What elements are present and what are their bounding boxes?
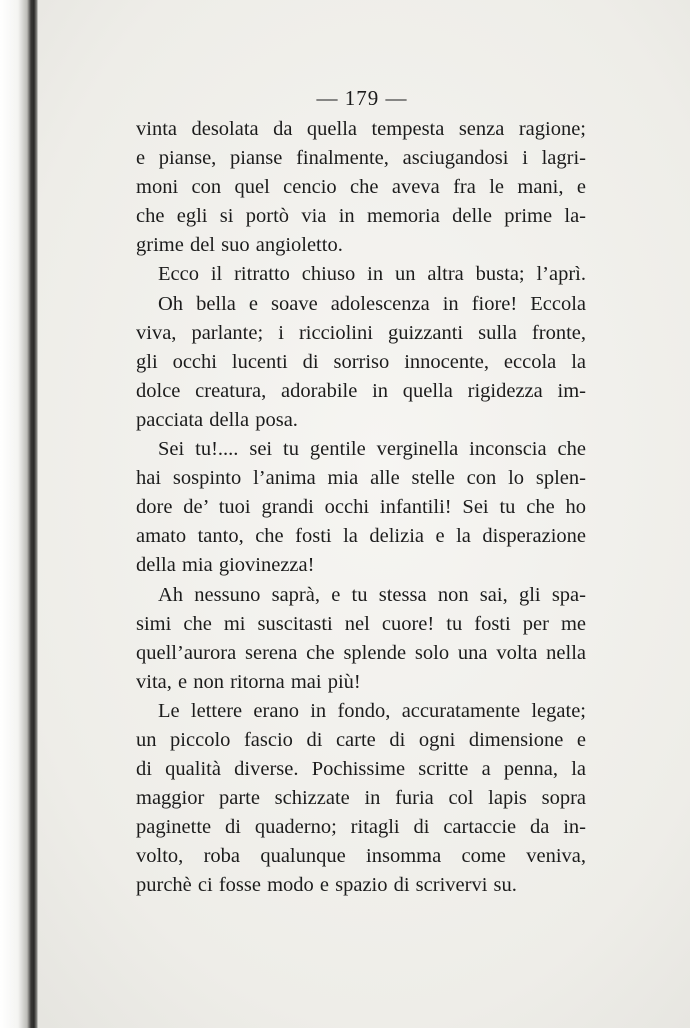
paragraph [136, 435, 586, 580]
text-line: Oh bella e soave adolescenza in fiore! Eccola [158, 292, 586, 315]
text-line: un piccolo fascio di carte di ogni dimensione e [136, 728, 586, 751]
text-line: amato tanto, che fosti la delizia e la disperazione [136, 525, 586, 548]
text-line: moni con quel cencio che aveva fra le mani, e [136, 176, 586, 199]
text-line: volto, roba qualunque insomma come veniva, [136, 845, 586, 868]
text-line: di qualità diverse. Pochissime scritte a penna, la [136, 758, 586, 781]
text-line: quell’aurora serena che splende solo una volta nella [136, 641, 586, 664]
paragraph [136, 115, 586, 260]
text-line: Le lettere erano in fondo, accuratamente legate; [158, 699, 586, 722]
text-line: simi che mi suscitasti nel cuore! tu fosti per me [136, 612, 586, 635]
text-line: vinta desolata da quella tempesta senza ragione; [136, 118, 586, 140]
text-line: Sei tu!.... sei tu gentile verginella inconscia che [158, 438, 586, 461]
text-line: gli occhi lucenti di sorriso innocente, eccola la [136, 350, 586, 373]
text-line: maggior parte schizzate in furia col lapis sopra [136, 787, 586, 810]
paragraph [136, 581, 586, 697]
text-line: paginette di quaderno; ritagli di cartaccie da in- [136, 816, 586, 839]
text-line: viva, parlante; i ricciolini guizzanti sulla fronte, [136, 321, 586, 344]
text-line: dolce creatura, adorabile in quella rigidezza im- [136, 379, 586, 402]
text-line: Ah nessuno saprà, e tu stessa non sai, gli spa- [158, 583, 586, 606]
text-line: hai sospinto l’anima mia alle stelle con lo splen- [136, 467, 586, 490]
text-line: della mia giovinezza! [136, 554, 315, 577]
page-binding-edge [0, 0, 38, 1028]
text-line: dore de’ tuoi grandi occhi infantili! Sei tu che ho [136, 496, 586, 519]
text-line: pacciata della posa. [136, 408, 298, 431]
text-line: e pianse, pianse finalmente, asciugandosi i lagri- [136, 147, 586, 170]
paragraph [136, 260, 586, 289]
paragraph [136, 290, 586, 435]
text-line: purchè ci fosse modo e spazio di scrivervi su. [136, 874, 517, 897]
paragraph [136, 697, 586, 901]
text-line: che egli si portò via in memoria delle prime la- [136, 205, 586, 228]
text-line: vita, e non ritorna mai più! [136, 670, 361, 693]
body-text [136, 115, 586, 901]
text-line: Ecco il ritratto chiuso in un altra busta; l’aprì. [158, 263, 586, 286]
text-line: grime del suo angioletto. [136, 234, 343, 257]
page-number: — 179 — [316, 86, 408, 110]
